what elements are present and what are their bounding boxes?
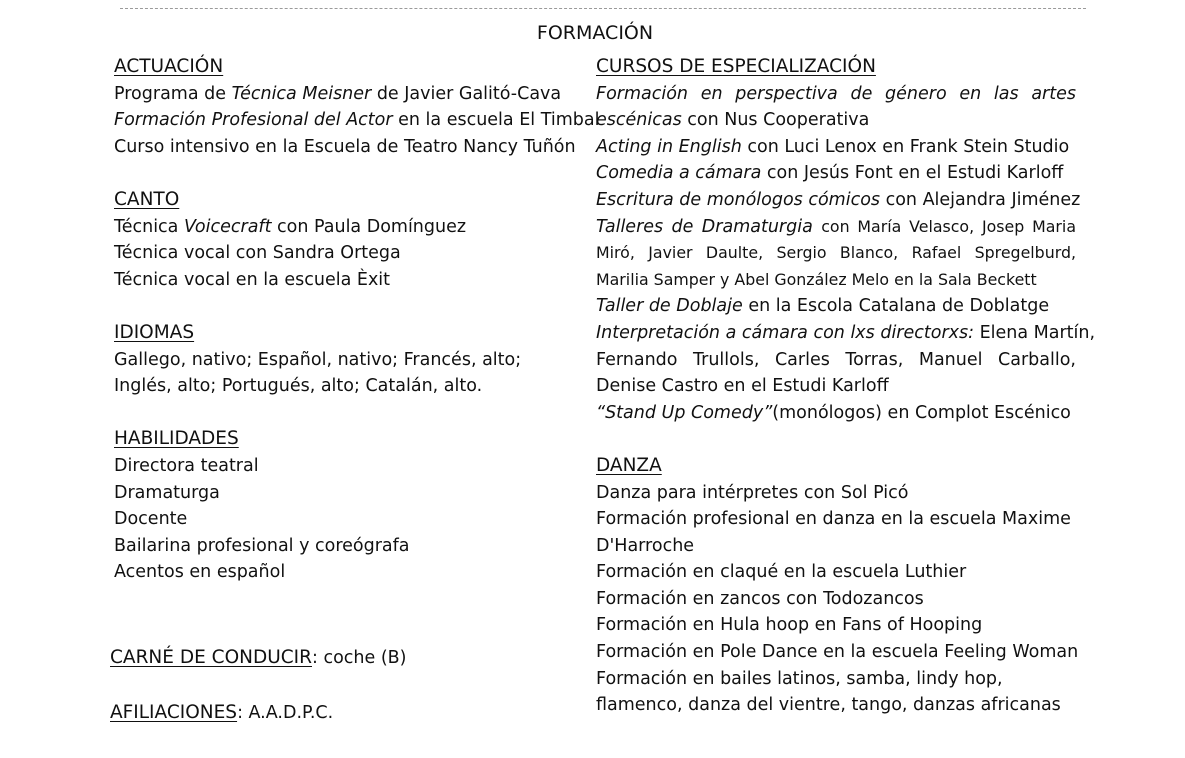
affiliations-value: : A.A.D.P.C.: [237, 703, 334, 723]
list-item: Comedia a cámara con Jesús Font en el Estudi Karloff: [596, 163, 1064, 184]
list-item: Acentos en español: [114, 562, 286, 583]
driving-license: [110, 647, 406, 668]
list-item: Talleres de Dramaturgia con María Velasco, Josep Maria: [596, 216, 1076, 237]
list-item: Danza para intérpretes con Sol Picó: [596, 482, 909, 503]
list-item: Formación profesional en danza en la escuela Maxime: [596, 509, 1071, 530]
list-item: Técnica vocal con Sandra Ortega: [114, 243, 401, 264]
list-item: Formación en claqué en la escuela Luthier: [596, 562, 967, 583]
list-item: Gallego, nativo; Español, nativo; Francés, alto;: [114, 349, 522, 370]
section-heading-actuacion: ACTUACIÓN: [114, 56, 224, 77]
list-item: Inglés, alto; Portugués, alto; Catalán, alto.: [114, 376, 483, 397]
list-item: escénicas con Nus Cooperativa: [596, 110, 870, 131]
list-item: Dramaturga: [114, 482, 220, 503]
list-item: Formación Profesional del Actor en la escuela El Timbal: [114, 110, 600, 131]
list-item: D'Harroche: [596, 535, 695, 556]
page-title: FORMACIÓN: [536, 22, 654, 44]
list-item: Curso intensivo en la Escuela de Teatro Nancy Tuñón: [114, 136, 576, 157]
driving-license-label: CARNÉ DE CONDUCIR: [110, 647, 312, 668]
list-item: Formación en zancos con Todozancos: [596, 588, 924, 609]
list-item: Taller de Doblaje en la Escola Catalana de Doblatge: [596, 296, 1050, 317]
list-item: Docente: [114, 509, 188, 530]
list-item: Fernando Trullols, Carles Torras, Manuel Carballo,: [596, 349, 1076, 370]
list-item: Denise Castro en el Estudi Karloff: [596, 376, 889, 397]
list-item: Marilia Samper y Abel González Melo en la Sala Beckett: [596, 269, 1037, 289]
list-item: Formación en Pole Dance en la escuela Feeling Woman: [596, 642, 1079, 663]
list-item: Bailarina profesional y coreógrafa: [114, 535, 410, 556]
list-item: Acting in English con Luci Lenox en Frank Stein Studio: [596, 136, 1070, 157]
section-heading-danza: DANZA: [596, 454, 662, 476]
list-item: Técnica Voicecraft con Paula Domínguez: [114, 216, 467, 237]
list-item: Directora teatral: [114, 455, 259, 476]
left-column: [114, 54, 600, 586]
section-heading-habilidades: HABILIDADES: [114, 428, 239, 450]
section-heading-canto: CANTO: [114, 188, 180, 210]
driving-license-value: : coche (B): [311, 648, 407, 668]
list-item: Formación en Hula hoop en Fans of Hooping: [596, 615, 983, 636]
affiliations: [110, 702, 333, 723]
list-item: Escritura de monólogos cómicos con Alejandra Jiménez: [596, 189, 1081, 210]
list-item: Programa de Técnica Meisner de Javier Galitó-Cava: [114, 83, 562, 104]
list-item: Miró, Javier Daulte, Sergio Blanco, Rafael Spregelburd,: [596, 243, 1076, 263]
list-item: Formación en perspectiva de género en las artes: [596, 83, 1076, 104]
list-item: Interpretación a cámara con lxs directorxs: Elena Martín,: [596, 322, 1096, 343]
right-column: [596, 54, 1096, 719]
affiliations-label: AFILIACIONES: [110, 702, 238, 723]
section-heading-cursos: CURSOS DE ESPECIALIZACIÓN: [596, 56, 876, 77]
list-item: Técnica vocal en la escuela Èxit: [114, 269, 391, 290]
section-heading-idiomas: IDIOMAS: [114, 321, 195, 343]
list-item: flamenco, danza del vientre, tango, danzas africanas: [596, 695, 1061, 716]
list-item: “Stand Up Comedy”(monólogos) en Complot Escénico: [596, 402, 1071, 423]
list-item: Formación en bailes latinos, samba, lindy hop,: [596, 668, 1003, 689]
dashed-divider: [120, 8, 1086, 9]
